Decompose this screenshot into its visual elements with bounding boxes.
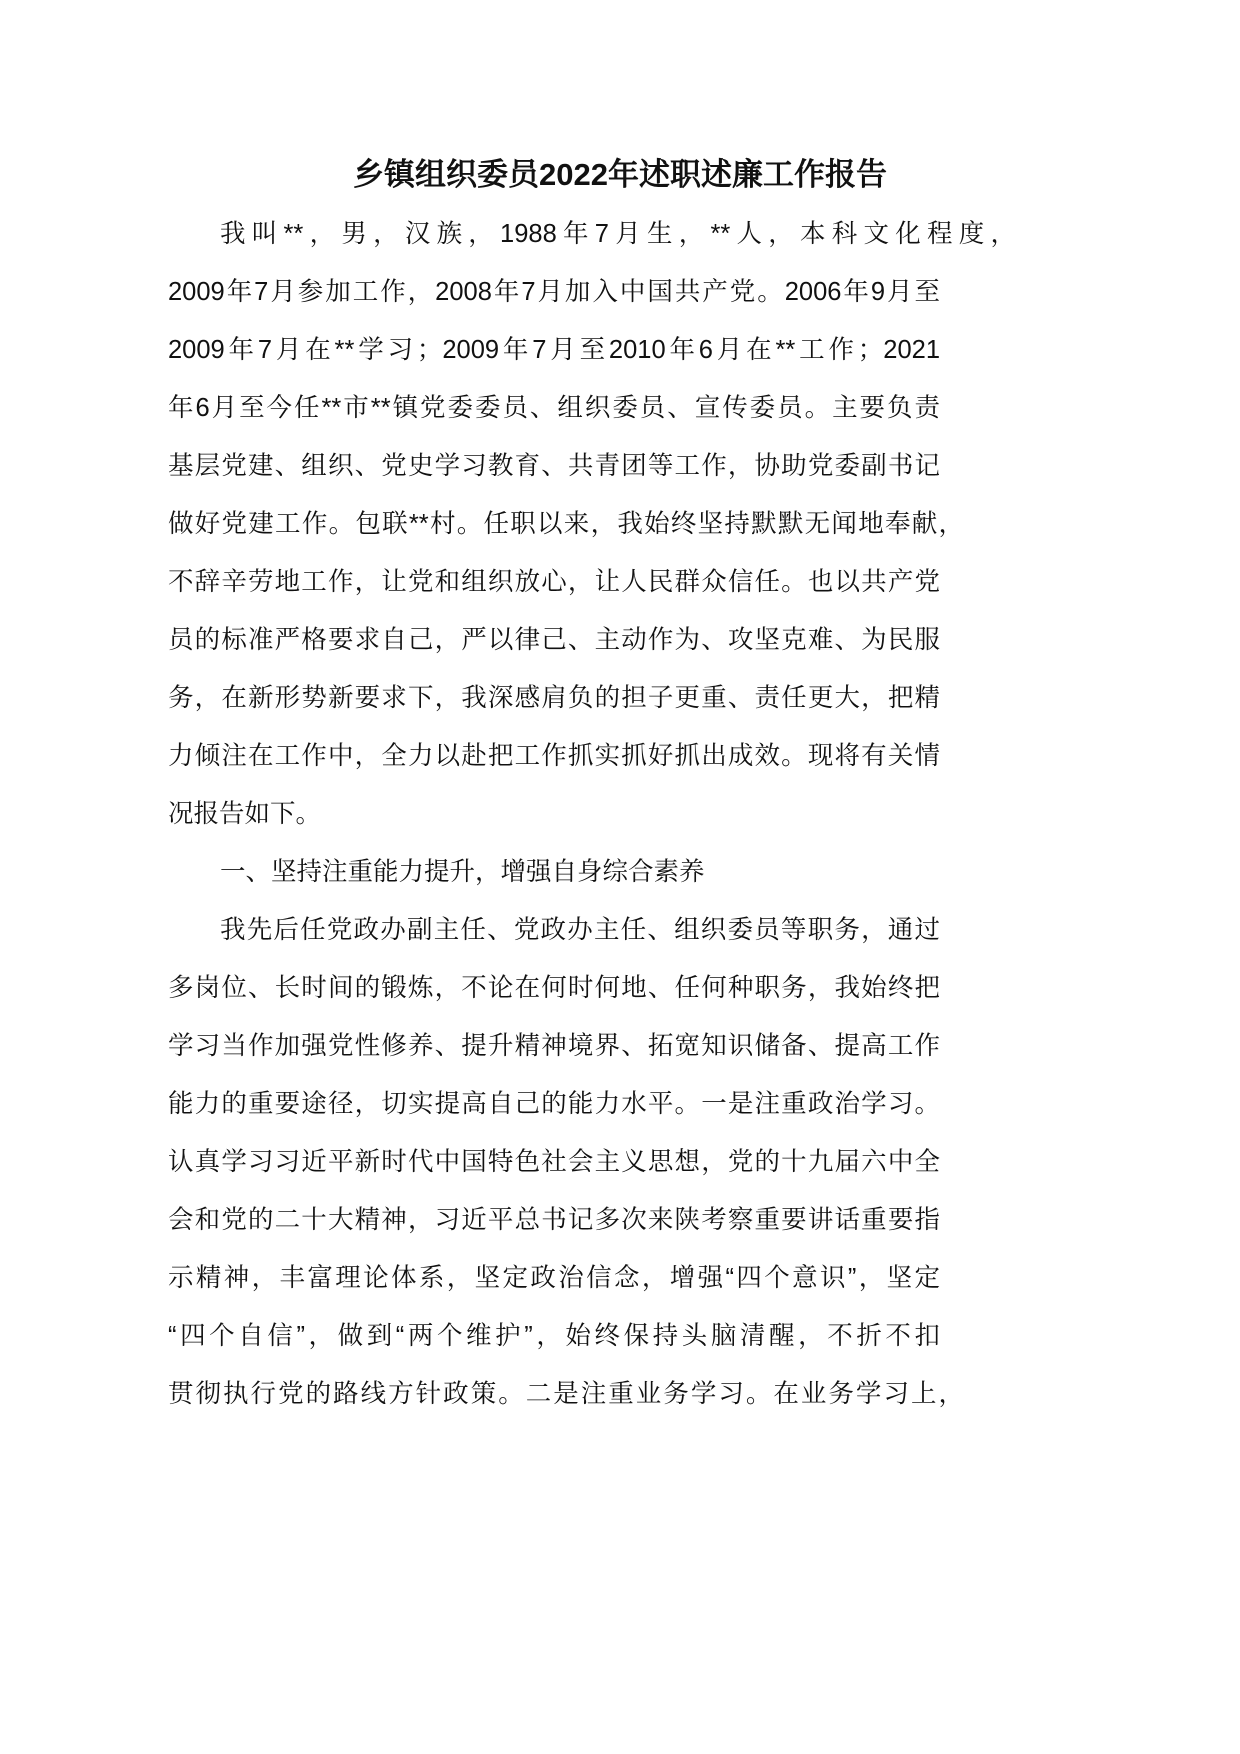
paragraph-line: 贯彻执行党的路线方针政策。二是注重业务学习。在业务学习上，	[168, 1380, 964, 1408]
paragraph-line: 基层党建、组织、党史学习教育、共青团等工作，协助党委副书记	[168, 452, 940, 480]
paragraph-line: 做好党建工作。包联**村。任职以来，我始终坚持默默无闻地奉献，	[168, 510, 964, 538]
paragraph-line: 能力的重要途径，切实提高自己的能力水平。一是注重政治学习。	[168, 1090, 940, 1118]
paragraph-line: 学习当作加强党性修养、提升精神境界、拓宽知识储备、提高工作	[168, 1032, 940, 1060]
paragraph-line: 况报告如下。	[168, 800, 322, 828]
paragraph-line: 务，在新形势新要求下，我深感肩负的担子更重、责任更大，把精	[168, 684, 940, 712]
paragraph-line: 我叫**，男，汉族，1988年7月生，**人，本科文化程度，	[220, 220, 1016, 248]
paragraph-line: 示精神，丰富理论体系，坚定政治信念，增强“四个意识”，坚定	[168, 1264, 940, 1292]
paragraph-line: 认真学习习近平新时代中国特色社会主义思想，党的十九届六中全	[168, 1148, 940, 1176]
paragraph-line: 年6月至今任**市**镇党委委员、组织委员、宣传委员。主要负责	[168, 394, 940, 422]
paragraph-line: 会和党的二十大精神，习近平总书记多次来陕考察重要讲话重要指	[168, 1206, 940, 1234]
paragraph-line: “四个自信”，做到“两个维护”，始终保持头脑清醒，不折不扣	[168, 1322, 940, 1350]
paragraph-line: 2009年7月在**学习；2009年7月至2010年6月在**工作；2021	[168, 336, 940, 364]
paragraph-line: 员的标准严格要求自己，严以律己、主动作为、攻坚克难、为民服	[168, 626, 940, 654]
paragraph-line: 我先后任党政办副主任、党政办主任、组织委员等职务，通过	[220, 916, 940, 944]
document-title: 乡镇组织委员2022年述职述廉工作报告	[353, 157, 887, 192]
paragraph-line: 力倾注在工作中，全力以赴把工作抓实抓好抓出成效。现将有关情	[168, 742, 940, 770]
section-heading: 一、坚持注重能力提升，增强自身综合素养	[220, 858, 705, 886]
paragraph-line: 不辞辛劳地工作，让党和组织放心，让人民群众信任。也以共产党	[168, 568, 940, 596]
paragraph-line: 多岗位、长时间的锻炼，不论在何时何地、任何种职务，我始终把	[168, 974, 940, 1002]
document-body	[168, 205, 1016, 1423]
paragraph-line: 2009年7月参加工作，2008年7月加入中国共产党。2006年9月至	[168, 278, 940, 306]
